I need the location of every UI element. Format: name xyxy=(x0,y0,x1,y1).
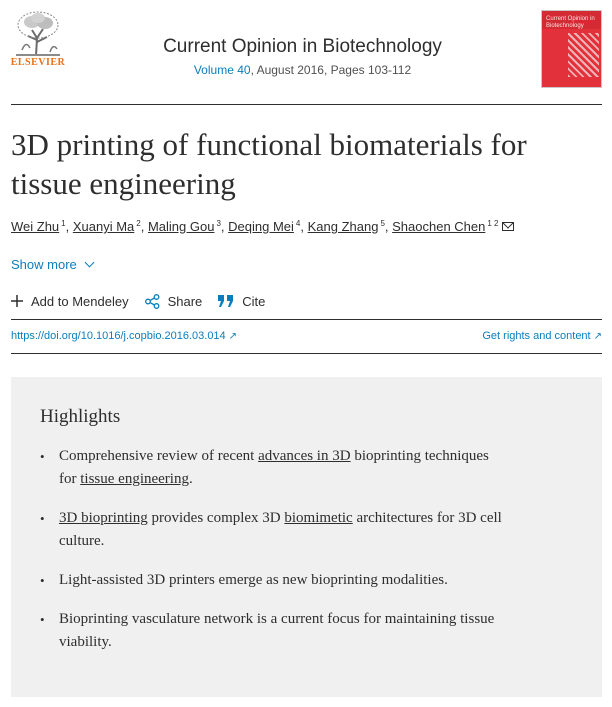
author-xuanyi-ma[interactable]: Xuanyi Ma $^2$ xyxy=(72,219,141,234)
highlight-item: • Light-assisted 3D printers emerge as new bioprinting modalities. xyxy=(40,569,510,592)
show-more-button[interactable]: Show more xyxy=(11,257,93,272)
author-deqing-mei[interactable]: Deqing Mei $^4$ xyxy=(228,219,301,234)
plus-icon xyxy=(11,295,23,307)
publisher-name: ELSEVIER xyxy=(10,57,66,68)
journal-cover-thumbnail[interactable] xyxy=(541,10,602,88)
author-shaochen-chen[interactable]: Shaochen Chen $^{1 2}$ xyxy=(392,219,513,234)
highlights-heading: Highlights xyxy=(40,406,121,427)
highlight-item: • 3D bioprinting provides complex 3D biomimetic architectures for 3D cell culture. xyxy=(40,507,510,553)
doi-link[interactable]: https://doi.org/10.1016/j.copbio.2016.03.014 ↗ xyxy=(11,330,238,342)
journal-title-link[interactable]: Current Opinion in Biotechnology xyxy=(163,36,442,57)
journal-issue-info xyxy=(100,63,505,77)
topic-link-biomimetic[interactable]: biomimetic xyxy=(284,510,353,526)
topic-link-tissue-engineering[interactable]: tissue engineering xyxy=(80,471,189,487)
chevron-down-icon xyxy=(84,258,94,268)
external-link-icon: ↗ xyxy=(593,331,602,342)
journal-header xyxy=(0,0,612,106)
envelope-icon[interactable] xyxy=(502,222,514,231)
highlights-panel xyxy=(11,377,602,697)
topic-link-advances-in-3d[interactable]: advances in 3D xyxy=(258,448,351,464)
external-link-icon: ↗ xyxy=(228,331,238,342)
author-kang-zhang[interactable]: Kang Zhang $^5$ xyxy=(307,219,385,234)
article-title: 3D printing of functional biomaterials for tissue engineering xyxy=(11,127,527,201)
header-divider xyxy=(11,104,602,105)
add-to-mendeley-button[interactable]: Add to Mendeley xyxy=(11,294,129,309)
tree-icon xyxy=(10,10,66,58)
share-icon xyxy=(145,294,160,309)
volume-link[interactable]: Volume 40 xyxy=(193,63,251,77)
cite-button[interactable]: Cite xyxy=(218,294,265,309)
cover-artwork xyxy=(568,33,599,77)
author-list: Wei Zhu $^1$, Xuanyi Ma $^2$, Maling Gou $^3$, Deqing Mei $^4$, Kang Zhang $^5$, Shaochen Chen $^{1 2}$ xyxy=(11,219,601,234)
share-button[interactable]: Share xyxy=(145,294,203,309)
highlights-list xyxy=(40,445,510,670)
doi-divider xyxy=(11,353,602,354)
author-maling-gou[interactable]: Maling Gou $^3$ xyxy=(147,219,221,234)
cover-title: Current Opinion in Biotechnology xyxy=(546,16,595,29)
topic-link-3d-bioprinting[interactable]: 3D bioprinting xyxy=(59,510,148,526)
highlight-item: • Bioprinting vasculature network is a current focus for maintaining tissue viability. xyxy=(40,608,510,654)
toolbar-divider xyxy=(11,319,602,320)
highlight-item: • Comprehensive review of recent advances in 3D bioprinting techniques for tissue engineering. xyxy=(40,445,510,491)
rights-link[interactable]: Get rights and content ↗ xyxy=(482,330,602,342)
article-toolbar xyxy=(11,292,281,310)
issue-date-pages: , August 2016, Pages 103-112 xyxy=(250,63,412,77)
author-wei-zhu[interactable]: Wei Zhu $^1$ xyxy=(11,219,66,234)
quote-icon xyxy=(218,295,234,307)
